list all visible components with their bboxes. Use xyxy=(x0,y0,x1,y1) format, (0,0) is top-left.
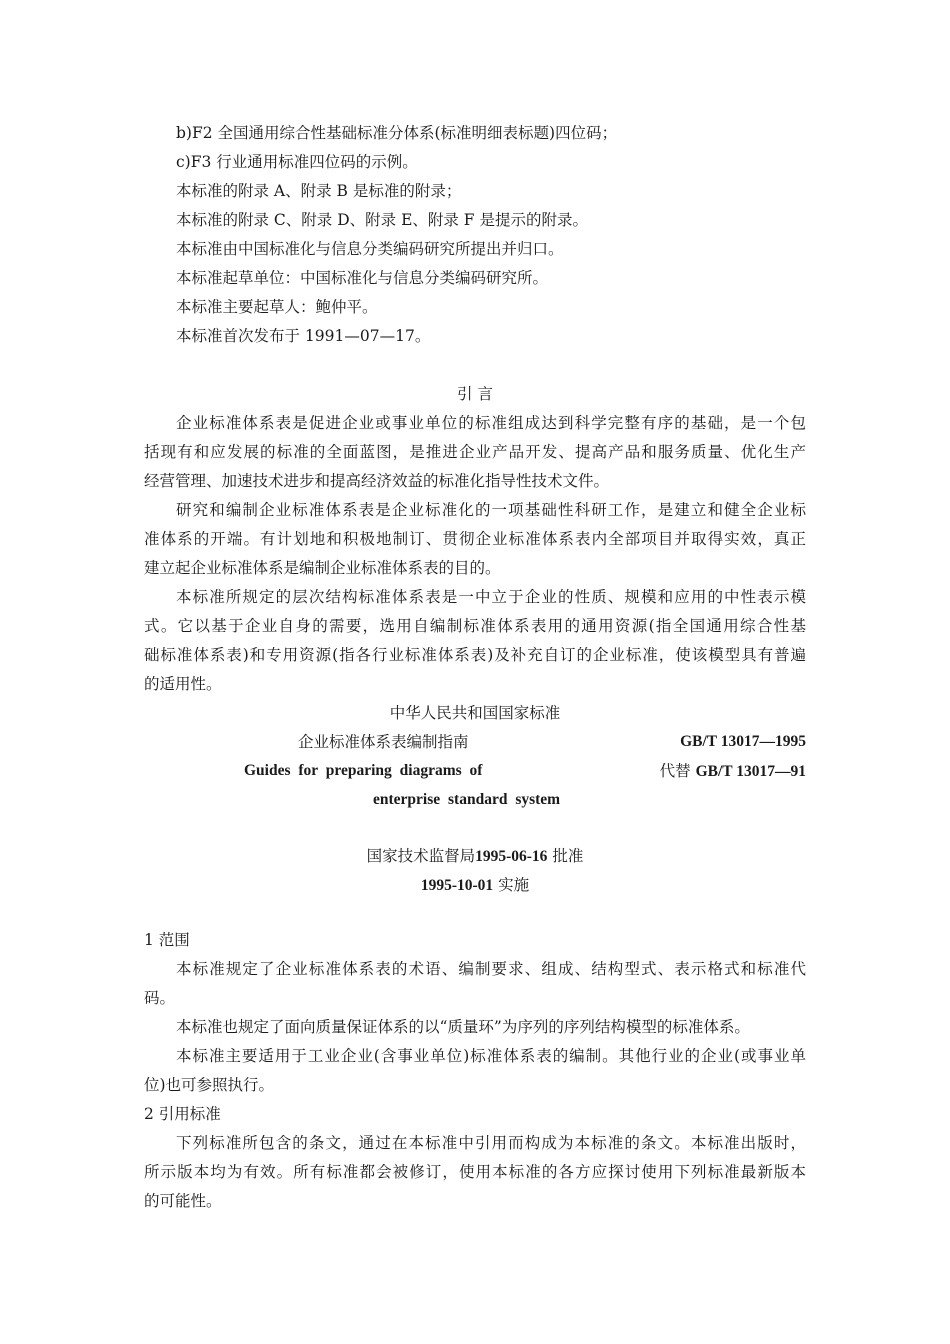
intro-heading: 引 言 xyxy=(457,385,493,403)
section1-p3-line: 本标准主要适用于工业企业(含事业单位)标准体系表的编制。其他行业的企业(或事业单 xyxy=(176,1047,806,1065)
foreword-line: 本标准起草单位：中国标准化与信息分类编码研究所。 xyxy=(176,269,549,287)
section2-p1-line: 所示版本均为有效。所有标准都会被修订，使用本标准的各方应探讨使用下列标准最新版本 xyxy=(144,1163,806,1181)
foreword-line: 本标准主要起草人：鲍仲平。 xyxy=(176,298,378,316)
section1-p3-line: 位)也可参照执行。 xyxy=(144,1076,275,1094)
standard-code: GB/T 13017—1995 xyxy=(680,733,806,750)
approval-line xyxy=(0,846,950,867)
replaces-code: GB/T 13017—91 xyxy=(695,763,806,780)
replaces-prefix: 代替 xyxy=(659,762,691,780)
intro-p3-line: 本标准所规定的层次结构标准体系表是一中立于企业的性质、规模和应用的中性表示模 xyxy=(176,588,806,606)
national-standard-label: 中华人民共和国国家标准 xyxy=(389,704,561,722)
foreword-line: 本标准的附录 C、附录 D、附录 E、附录 F 是提示的附录。 xyxy=(176,211,588,229)
approval-authority: 国家技术监督局 xyxy=(366,847,476,865)
intro-p2-line: 准体系的开端。有计划地和积极地制订、贯彻企业标准体系表内全部项目并取得实效，真正 xyxy=(144,530,806,548)
title-english-line2: enterprise standard system xyxy=(373,791,561,808)
foreword-line: b)F2 全国通用综合性基础标准分体系(标准明细表标题)四位码； xyxy=(176,124,618,142)
title-chinese: 企业标准体系表编制指南 xyxy=(298,733,469,751)
section2-heading: 2 引用标准 xyxy=(144,1105,221,1123)
title-english-line1: Guides for preparing diagrams of xyxy=(244,762,483,779)
intro-p1-line: 括现有和应发展的标准的全面蓝图，是推进企业产品开发、提高产品和服务质量、优化生产 xyxy=(144,443,806,461)
approval-suffix: 批准 xyxy=(552,847,584,865)
replaces-note xyxy=(660,761,806,782)
section1-heading: 1 范围 xyxy=(144,931,190,949)
implementation-suffix: 实施 xyxy=(498,876,530,894)
section1-p1-line: 本标准规定了企业标准体系表的术语、编制要求、组成、结构型式、表示格式和标准代 xyxy=(176,960,806,978)
foreword-line: 本标准首次发布于 1991—07—17。 xyxy=(176,327,431,345)
section2-p1-line: 下列标准所包含的条文，通过在本标准中引用而构成为本标准的条文。本标准出版时， xyxy=(176,1134,806,1152)
implementation-date: 1995-10-01 xyxy=(420,877,494,894)
intro-p2-line: 研究和编制企业标准体系表是企业标准化的一项基础性科研工作，是建立和健全企业标 xyxy=(176,501,806,519)
section1-p2: 本标准也规定了面向质量保证体系的以“质量环”为序列的序列结构模型的标准体系。 xyxy=(176,1018,750,1036)
foreword-line: c)F3 行业通用标准四位码的示例。 xyxy=(176,153,418,171)
approval-date: 1995-06-16 xyxy=(475,848,548,865)
intro-p2-line: 建立起企业标准体系是编制企业标准体系表的目的。 xyxy=(144,559,501,577)
intro-p3-line: 础标准体系表)和专用资源(指各行业标准体系表)及补充自订的企业标准，使该模型具有普遍 xyxy=(144,646,806,664)
section2-p1-line: 的可能性。 xyxy=(144,1192,222,1210)
intro-p1-line: 经营管理、加速技术进步和提高经济效益的标准化指导性技术文件。 xyxy=(144,472,610,490)
implementation-line xyxy=(0,875,950,896)
intro-p3-line: 式。它以基于企业自身的需要，选用自编制标准体系表用的通用资源(指全国通用综合性基 xyxy=(144,617,806,635)
intro-p1-line: 企业标准体系表是促进企业或事业单位的标准组成达到科学完整有序的基础，是一个包 xyxy=(176,414,806,432)
intro-p3-line: 的适用性。 xyxy=(144,675,222,693)
foreword-line: 本标准的附录 A、附录 B 是标准的附录； xyxy=(176,182,462,200)
section1-p1-line: 码。 xyxy=(144,989,176,1007)
foreword-line: 本标准由中国标准化与信息分类编码研究所提出并归口。 xyxy=(176,240,564,258)
